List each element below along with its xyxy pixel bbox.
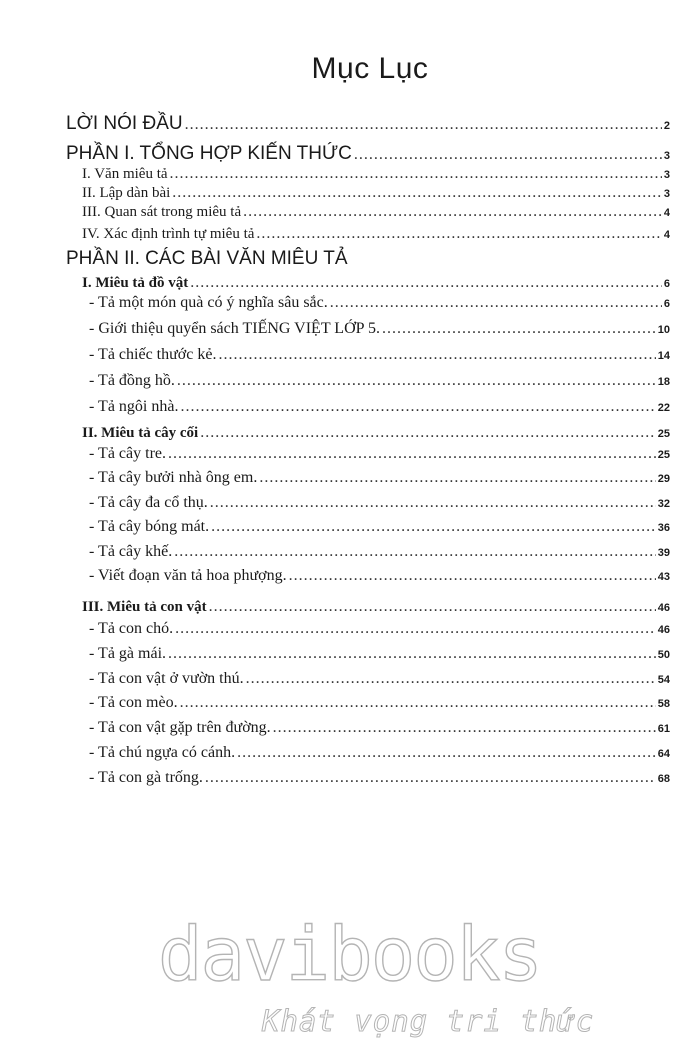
toc-leader (259, 469, 655, 487)
toc-page: 46 (657, 624, 670, 636)
toc-page: 25 (657, 428, 670, 440)
toc-leader (237, 744, 656, 762)
toc-entry-part1-ii[interactable] (82, 184, 670, 202)
toc-leader (205, 769, 656, 787)
toc-leader (330, 294, 662, 312)
toc-leader (175, 620, 656, 638)
toc-item[interactable] (82, 567, 670, 585)
toc-entry-foreword[interactable] (66, 113, 670, 135)
toc-page: 54 (657, 674, 670, 686)
toc-label: - Viết đoạn văn tả hoa phượng. (89, 567, 287, 584)
toc-label: - Tả cây tre. (89, 445, 166, 462)
toc-leader (210, 494, 656, 512)
toc-label: - Tả gà mái. (89, 645, 167, 662)
toc-label: - Tả cây đa cổ thụ. (89, 494, 208, 511)
toc-label: PHẦN I. TỔNG HỢP KIẾN THỨC (66, 143, 352, 164)
toc-label: - Tả ngôi nhà. (89, 398, 179, 415)
toc-page: 46 (657, 602, 670, 614)
toc-item[interactable] (82, 320, 670, 338)
toc-leader (190, 274, 662, 292)
toc-item[interactable] (82, 494, 670, 512)
toc-label: - Tả chiếc thước kẻ. (89, 346, 217, 363)
toc-page: 22 (657, 402, 670, 414)
toc-page: 2 (663, 120, 670, 132)
toc-item[interactable] (82, 469, 670, 487)
toc-label: III. Miêu tả con vật (82, 599, 207, 615)
toc-item[interactable] (82, 620, 670, 638)
toc-leader (209, 598, 656, 616)
toc-leader (180, 694, 656, 712)
toc-entry-part1-iv[interactable] (82, 225, 670, 243)
toc-leader (218, 346, 655, 364)
toc-leader (289, 567, 656, 585)
toc-page: 36 (657, 522, 670, 534)
toc-item[interactable] (82, 294, 670, 312)
toc-page: 58 (657, 698, 670, 710)
toc-item[interactable] (82, 645, 670, 663)
toc-item[interactable] (82, 694, 670, 712)
toc-page: 25 (657, 449, 670, 461)
toc-leader (200, 424, 656, 442)
toc-label: - Tả đồng hồ. (89, 372, 175, 389)
toc-label: - Tả cây khế. (89, 543, 173, 560)
toc-entry-part1-i[interactable] (82, 165, 670, 183)
toc-leader (243, 203, 662, 221)
toc-label: - Tả cây bóng mát. (89, 518, 210, 535)
toc-label: - Tả con gà trống. (89, 769, 203, 786)
toc-section-objects[interactable] (82, 274, 670, 292)
toc-label: - Tả một món quà có ý nghĩa sâu sắc. (89, 294, 328, 311)
toc-page: 4 (663, 207, 670, 219)
toc-page: 68 (657, 773, 670, 785)
toc-entry-part1-iii[interactable] (82, 203, 670, 221)
toc-label: IV. Xác định trình tự miêu tả (82, 226, 255, 242)
toc-label: LỜI NÓI ĐẦU (66, 113, 183, 134)
toc-heading-part-2[interactable]: PHẦN II. CÁC BÀI VĂN MIÊU TẢ (66, 248, 348, 269)
toc-leader (256, 225, 661, 243)
toc-section-plants[interactable] (82, 424, 670, 442)
toc-item[interactable] (82, 445, 670, 463)
toc-leader (354, 146, 662, 164)
toc-item[interactable] (82, 543, 670, 561)
toc-leader (177, 372, 656, 390)
toc-page: 10 (657, 324, 670, 336)
toc-leader (168, 645, 656, 663)
toc-leader (170, 165, 662, 183)
toc-label: - Tả chú ngựa có cánh. (89, 744, 236, 761)
toc-page: 50 (657, 649, 670, 661)
toc-item[interactable] (82, 346, 670, 364)
toc-leader (180, 398, 655, 416)
toc-page: 18 (657, 376, 670, 388)
toc-leader (185, 116, 662, 134)
toc-page: 64 (657, 748, 670, 760)
toc-page: 39 (657, 547, 670, 559)
toc-leader (273, 719, 656, 737)
toc-label: II. Miêu tả cây cối (82, 425, 199, 441)
toc-label: - Tả cây bưởi nhà ông em. (89, 469, 258, 486)
toc-page: 6 (663, 298, 670, 310)
toc-page: 3 (663, 150, 670, 162)
toc-label: - Tả con chó. (89, 620, 174, 637)
toc-page: 14 (657, 350, 670, 362)
toc-item[interactable] (82, 518, 670, 536)
toc-item[interactable] (82, 398, 670, 416)
toc-leader (211, 518, 656, 536)
toc-label: - Tả con mèo. (89, 694, 178, 711)
toc-page: 3 (663, 188, 670, 200)
toc-item[interactable] (82, 372, 670, 390)
toc-label: - Tả con vật gặp trên đường. (89, 719, 271, 736)
toc-page: 61 (657, 723, 670, 735)
toc-leader (174, 543, 656, 561)
toc-item[interactable] (82, 744, 670, 762)
toc-page: 4 (663, 229, 670, 241)
toc-leader (382, 320, 656, 338)
toc-item[interactable] (82, 769, 670, 787)
toc-page: 43 (657, 571, 670, 583)
toc-item[interactable] (82, 719, 670, 737)
toc-label: I. Miêu tả đồ vật (82, 275, 189, 291)
toc-label: - Giới thiệu quyển sách TIẾNG VIỆT LỚP 5. (89, 320, 380, 337)
watermark-tagline: Khát vọng tri thức (262, 1004, 595, 1038)
toc-label: III. Quan sát trong miêu tả (82, 204, 242, 220)
toc-leader (172, 184, 662, 202)
toc-page: 3 (663, 169, 670, 181)
toc-label: II. Lập dàn bài (82, 185, 171, 201)
toc-label: I. Văn miêu tả (82, 166, 168, 182)
watermark-logo: davibooks (158, 912, 541, 998)
toc-leader (246, 670, 656, 688)
toc-item[interactable] (82, 670, 670, 688)
toc-section-animals[interactable] (82, 598, 670, 616)
toc-label: - Tả con vật ở vườn thú. (89, 670, 244, 687)
toc-page: 32 (657, 498, 670, 510)
toc-entry-part-1[interactable] (66, 143, 670, 165)
toc-page: 6 (663, 278, 670, 290)
toc-leader (168, 445, 656, 463)
page-title: Mục Lục (311, 52, 429, 85)
toc-page: 29 (657, 473, 670, 485)
